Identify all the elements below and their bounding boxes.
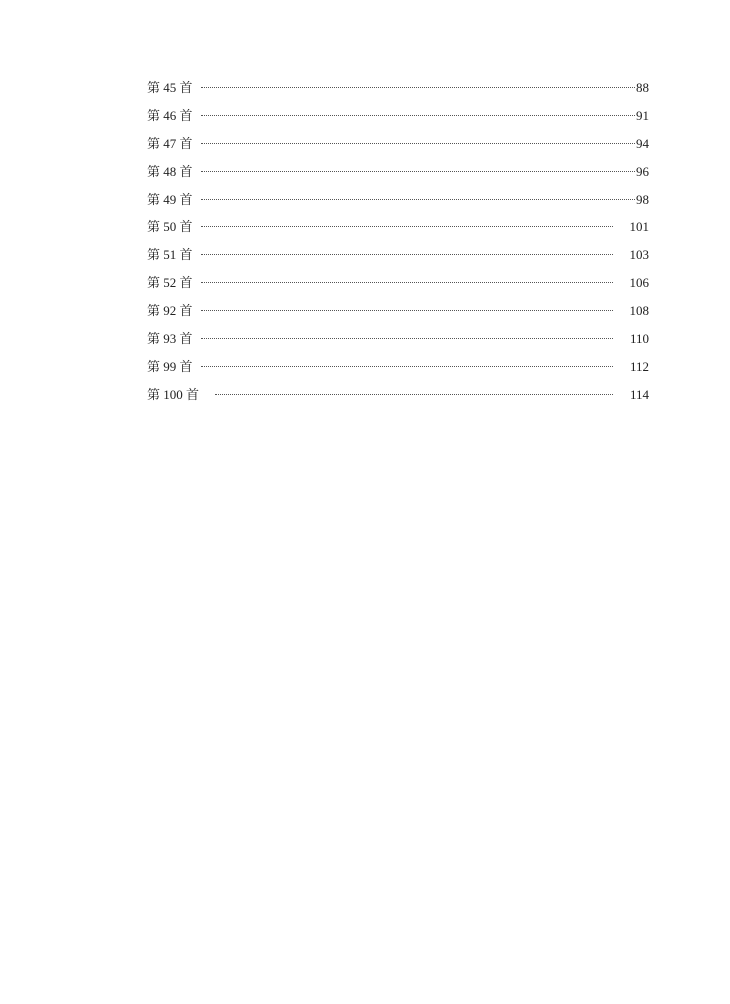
toc-entry-page: 110	[629, 331, 649, 347]
toc-dot-leader	[201, 143, 635, 144]
toc-entry-label: 第 46 首	[147, 107, 193, 123]
toc-entry-page: 91	[636, 107, 649, 123]
toc-dot-leader	[201, 226, 613, 227]
toc-entry-page: 98	[636, 191, 649, 207]
table-of-contents	[147, 78, 649, 413]
toc-entry-page: 101	[629, 219, 649, 235]
toc-dot-leader	[201, 366, 613, 367]
toc-entry-label: 第 50 首	[147, 219, 193, 235]
toc-entry-label: 第 47 首	[147, 135, 193, 151]
toc-entry-label: 第 93 首	[147, 331, 193, 347]
toc-entry[interactable]	[147, 329, 649, 357]
toc-dot-leader	[201, 282, 613, 283]
toc-dot-leader	[201, 310, 613, 311]
toc-entry-page: 103	[629, 247, 649, 263]
toc-entry-page: 114	[629, 386, 649, 402]
toc-entry[interactable]	[147, 78, 649, 106]
toc-entry-page: 112	[629, 358, 649, 374]
toc-entry-label: 第 92 首	[147, 303, 193, 319]
toc-entry-label: 第 48 首	[147, 163, 193, 179]
toc-entry-page: 88	[636, 80, 649, 95]
toc-dot-leader	[201, 338, 613, 339]
toc-entry[interactable]	[147, 162, 649, 190]
toc-entry[interactable]	[147, 245, 649, 273]
toc-entry-page: 94	[636, 135, 649, 151]
toc-entry[interactable]	[147, 301, 649, 329]
toc-entry-page: 106	[629, 275, 649, 291]
toc-entry-page: 96	[636, 163, 649, 179]
toc-entry-label: 第 99 首	[147, 358, 193, 374]
toc-entry-label: 第 51 首	[147, 247, 193, 263]
toc-dot-leader	[201, 87, 635, 88]
toc-dot-leader	[215, 394, 613, 395]
toc-entry-label: 第 100 首	[147, 386, 200, 402]
toc-entry[interactable]	[147, 385, 649, 413]
toc-dot-leader	[201, 115, 635, 116]
toc-entry-label: 第 45 首	[147, 80, 193, 95]
toc-dot-leader	[201, 254, 613, 255]
toc-entry[interactable]	[147, 357, 649, 385]
toc-dot-leader	[201, 199, 635, 200]
toc-entry[interactable]	[147, 217, 649, 245]
toc-entry[interactable]	[147, 190, 649, 218]
toc-dot-leader	[201, 171, 635, 172]
toc-entry-label: 第 52 首	[147, 275, 193, 291]
toc-entry-page: 108	[629, 303, 649, 319]
toc-entry[interactable]	[147, 106, 649, 134]
toc-entry-label: 第 49 首	[147, 191, 193, 207]
toc-entry[interactable]	[147, 134, 649, 162]
toc-entry[interactable]	[147, 273, 649, 301]
